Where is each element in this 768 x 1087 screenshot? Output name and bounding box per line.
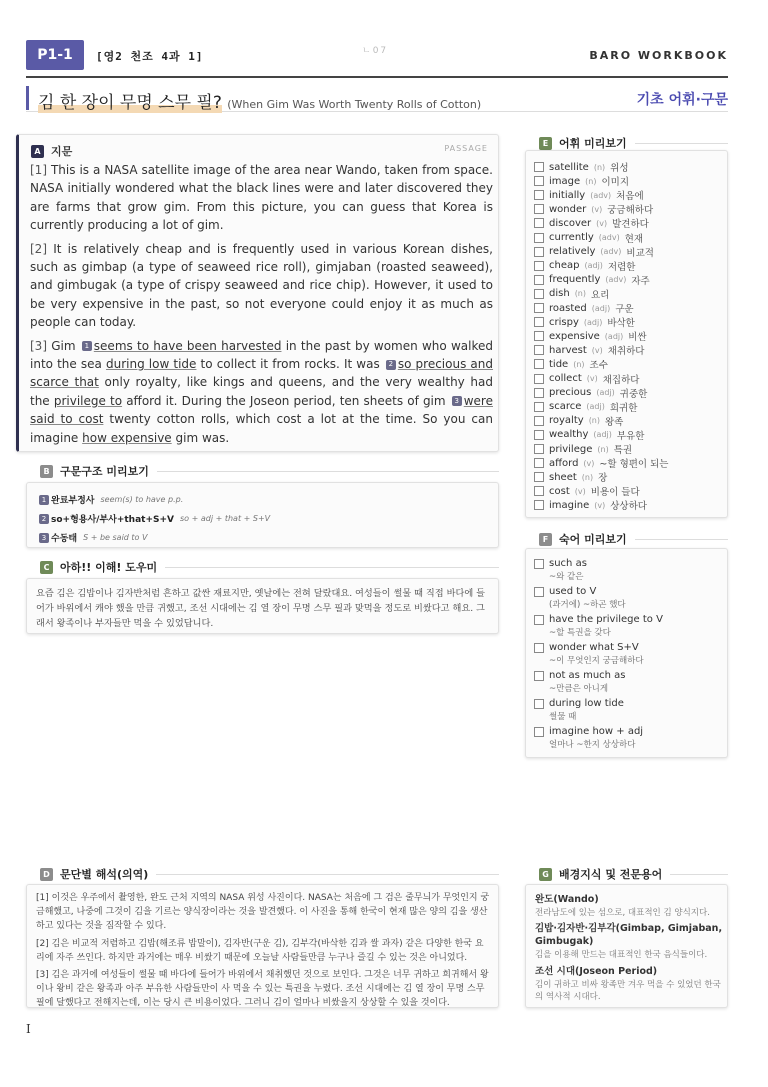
checkbox-icon[interactable] (534, 727, 544, 737)
vocab-item[interactable] (534, 301, 634, 315)
paragraph-number: [3] (30, 338, 47, 353)
translation-card (26, 884, 499, 1008)
idiom-line (534, 642, 644, 653)
paragraph-3 (30, 337, 493, 447)
idiom-heading (539, 531, 728, 547)
checkbox-icon[interactable] (534, 615, 544, 625)
vocab-word: satellite (549, 161, 589, 173)
translation-paragraph (36, 968, 492, 1011)
vocab-item[interactable] (534, 188, 644, 202)
checkbox-icon[interactable] (534, 218, 544, 228)
checkbox-icon[interactable] (534, 486, 544, 496)
vocab-meaning: 채취하다 (607, 346, 645, 358)
paragraph-text: This is a NASA satellite image of the area near Wando, taken from space. NASA initially wondered what the black lines were and later discovered they are farms that grow gim. From this picture, you can guess that Korea is currently producing a lot of gim. (30, 163, 493, 233)
structure-pattern: S + be said to V (83, 533, 148, 542)
background-heading-text: 배경지식 및 전문용어 (559, 868, 663, 881)
vocab-item[interactable] (534, 372, 639, 386)
heading-rule (165, 567, 499, 568)
background-term: 완도(Wando) (535, 894, 599, 905)
vocab-word: cheap (549, 260, 580, 272)
paragraph-1 (30, 161, 493, 235)
vocab-pos: (n) (581, 472, 594, 482)
vocab-meaning: 조수 (589, 360, 608, 372)
background-card (525, 884, 728, 1008)
idiom-meaning: 썰물 때 (549, 712, 577, 722)
vocab-word: image (549, 175, 581, 187)
vocab-pos: (v) (596, 218, 608, 228)
checkbox-icon[interactable] (534, 559, 544, 569)
background-desc: 김이 귀하고 비싸 왕족만 겨우 먹을 수 있었던 한국의 역사적 시대다. (535, 980, 721, 1002)
vocab-meaning: 비싼 (628, 332, 647, 344)
checkbox-icon[interactable] (534, 374, 544, 384)
section-letter-f: F (539, 533, 552, 546)
help-text: 요즘 김은 김밥이나 김자반처럼 흔하고 값싼 재료지만, 옛날에는 전혀 달랐대요. 여성들이 썰물 때 직접 바다에 들어가 바위에서 캐야 했을 만큼 귀했고, 조선 시대에는 김 열 장이 무명 스무 필과 맞먹을 정도로 비쌌다고 해요. 그래서 왕족이나 부자들만 먹을 수 있었답니다. (36, 588, 486, 629)
structure-number: 2 (39, 514, 49, 524)
vocab-word: privilege (549, 443, 593, 455)
section-letter-g: G (539, 868, 552, 881)
translation-heading (40, 866, 499, 882)
vocab-pos: (v) (591, 345, 603, 355)
paragraph-text: twenty cotton rolls, which cost a lot at the time. So you can imagine (30, 412, 493, 445)
vocab-word: harvest (549, 344, 587, 356)
vocab-item[interactable] (534, 484, 640, 498)
underlined-phrase: seems to have been harvested (93, 338, 282, 353)
heading-rule (156, 874, 499, 875)
checkbox-icon[interactable] (534, 359, 544, 369)
vocab-meaning: 비용이 들다 (590, 487, 640, 499)
paragraph-text: gim was. (175, 430, 230, 445)
structure-item (37, 531, 147, 544)
passage-heading (31, 143, 72, 159)
section-tag: 기초 어휘·구문 (636, 92, 728, 108)
section-letter-e: E (539, 137, 552, 150)
structure-item (37, 493, 183, 506)
vocab-meaning: 위성 (610, 163, 629, 174)
structure-marker-3: 3 (452, 396, 462, 406)
vocab-word: crispy (549, 316, 579, 328)
idiom-item[interactable] (534, 726, 643, 750)
background-term: 김밥·김자반·김부각(Gimbap, Gimjaban, Gimbugak) (535, 923, 723, 947)
vocab-word: dish (549, 288, 570, 300)
paragraph-number: [2] (36, 938, 49, 949)
idiom-card (525, 548, 728, 758)
vocab-word: cost (549, 485, 570, 497)
background-desc: 전라남도에 있는 섬으로, 대표적인 김 양식지다. (535, 908, 710, 918)
vocab-item[interactable] (534, 329, 647, 343)
structure-key: 완료부정사 (51, 496, 95, 506)
vocab-card (525, 150, 728, 518)
page-header (26, 40, 728, 78)
idiom-line (534, 558, 587, 569)
translation-paragraph (36, 937, 492, 965)
vocab-meaning: 처음에 (616, 191, 644, 203)
checkbox-icon[interactable] (534, 331, 544, 341)
vocab-word: royalty (549, 415, 584, 427)
background-item (535, 893, 723, 919)
idiom-phrase: such as (549, 558, 587, 569)
vocab-word: tide (549, 358, 569, 370)
vocab-item[interactable] (534, 216, 649, 230)
vocab-meaning: 희귀한 (609, 402, 638, 414)
vocab-word: imagine (549, 499, 590, 511)
idiom-phrase: wonder what S+V (549, 642, 639, 653)
vocab-pos: (v) (586, 374, 598, 383)
checkbox-icon[interactable] (534, 472, 544, 482)
structure-heading-text: 구문구조 미리보기 (60, 465, 149, 478)
vocab-word: wonder (549, 203, 587, 215)
vocab-pos: (n) (588, 416, 600, 426)
background-desc: 김을 이용해 만드는 대표적인 한국 음식들이다. (535, 950, 708, 960)
vocab-word: currently (549, 232, 594, 243)
structure-item (37, 512, 270, 525)
section-letter-b: B (40, 465, 53, 478)
paragraph-text: only royalty, like kings and queens, and the very wealthy had the (30, 375, 493, 408)
checkbox-icon[interactable] (534, 261, 544, 271)
heading-rule (157, 471, 499, 472)
vocab-pos: (adj) (604, 331, 624, 341)
vocab-item[interactable] (534, 343, 644, 357)
vocab-item[interactable] (534, 259, 635, 273)
structure-card (26, 482, 499, 548)
structure-key: so+형용사/부사+that+S+V (51, 515, 174, 525)
paragraph-text: 이것은 우주에서 촬영한, 완도 근처 지역의 NASA 위성 사진이다. NASA는 처음에 그 검은 줄무늬가 무엇인지 궁금해했고, 나중에 그것이 김을 기르는 양식장이라는 것을 발견했다. 이 사진을 통해 한국이 현재 많은 양의 김을 생산하고 있다는 것을 짐작할 수 있다. (36, 893, 490, 932)
help-heading-text: 아하!! 이해! 도우미 (60, 561, 158, 574)
vocab-word: roasted (549, 302, 587, 314)
vocab-word: sheet (549, 471, 577, 483)
title-main: 김 한 장이 무명 스무 필? (38, 93, 222, 113)
checkbox-icon[interactable] (534, 430, 544, 440)
paragraph-text: to collect it from rocks. It was (200, 357, 380, 372)
vocab-meaning: 발견하다 (612, 219, 649, 231)
idiom-heading-text: 숙어 미리보기 (559, 533, 627, 546)
heading-rule (635, 143, 728, 144)
structure-pattern: so + adj + that + S+V (180, 514, 271, 523)
vocab-item[interactable] (534, 470, 607, 484)
background-term: 조선 시대(Joseon Period) (535, 966, 658, 977)
translation-text (36, 891, 492, 1014)
underlined-phrase: how expensive (82, 430, 172, 445)
vocab-pos: (adj) (584, 261, 603, 271)
vocab-pos: (adv) (605, 275, 627, 285)
idiom-phrase: not as much as (549, 670, 626, 681)
structure-pattern: seem(s) to have p.p. (100, 495, 184, 504)
checkbox-icon[interactable] (534, 317, 544, 327)
vocab-meaning: 요리 (591, 289, 610, 301)
checkbox-icon[interactable] (534, 500, 544, 510)
vocab-pos: (adv) (598, 233, 620, 242)
paragraph-number: [3] (36, 970, 49, 981)
vocab-pos: (n) (585, 176, 597, 186)
vocab-word: afford (549, 457, 579, 469)
page-number: I (26, 1022, 31, 1036)
background-item (535, 965, 723, 1003)
idiom-phrase: have the privilege to V (549, 614, 663, 625)
translation-heading-text: 문단별 해석(의역) (60, 868, 149, 881)
underlined-phrase: were said to cost (30, 393, 493, 427)
checkbox-icon[interactable] (534, 587, 544, 597)
vocab-pos: (v) (574, 486, 586, 496)
checkbox-icon[interactable] (534, 204, 544, 214)
vocab-item[interactable] (534, 400, 637, 414)
brand-name: BARO WORKBOOK (589, 49, 728, 62)
vocab-meaning: 왕족 (605, 416, 624, 428)
lesson-label: [영2 천조 4과 1] (96, 50, 204, 63)
vocab-item[interactable] (534, 315, 635, 329)
vocab-item[interactable] (534, 174, 629, 188)
background-heading (539, 866, 728, 882)
vocab-word: scarce (549, 401, 582, 413)
vocab-pos: (adv) (600, 247, 622, 257)
vocab-item[interactable] (534, 245, 654, 259)
vocab-word: precious (549, 387, 592, 399)
checkbox-icon[interactable] (534, 345, 544, 355)
idiom-meaning: ~만큼은 아니게 (549, 684, 609, 694)
checkbox-icon[interactable] (534, 444, 544, 454)
vocab-word: discover (549, 217, 592, 229)
vocab-item[interactable] (534, 357, 608, 371)
page-title (38, 88, 481, 113)
vocab-meaning: 특권 (613, 445, 633, 456)
checkbox-icon[interactable] (534, 233, 544, 243)
vocab-item[interactable] (534, 231, 643, 245)
passage-body (30, 161, 493, 452)
idiom-line (534, 614, 663, 625)
idiom-item[interactable] (534, 614, 663, 638)
vocab-item[interactable] (534, 160, 629, 174)
idiom-meaning: ~할 특권을 갖다 (549, 628, 611, 638)
structure-marker-1: 1 (82, 341, 92, 351)
vocab-pos: (n) (593, 162, 606, 172)
idiom-phrase: imagine how + adj (549, 726, 644, 737)
paragraph-text: in the past by women who walked into the sea (30, 338, 493, 372)
idiom-phrase: during low tide (549, 698, 624, 709)
checkbox-icon[interactable] (534, 190, 544, 200)
page-mark: ㄴ07 (362, 46, 389, 56)
vocab-pos: (n) (597, 444, 609, 454)
idiom-meaning: 얼마나 ~한지 상상하다 (549, 740, 636, 750)
vocab-heading (539, 135, 728, 151)
vocab-word: relatively (549, 246, 596, 258)
idiom-line (534, 670, 626, 681)
checkbox-icon[interactable] (534, 275, 544, 285)
heading-rule (670, 874, 728, 875)
section-letter-a: A (31, 145, 44, 158)
vocab-pos: (adj) (586, 402, 605, 412)
vocab-meaning: 부유한 (616, 430, 645, 442)
paragraph-text: 김은 비교적 저렴하고 김밥(해조류 밥말이), 김자반(구운 김), 김부각(바삭한 김과 쌀 과자) 같은 다양한 한국 요리에 자주 쓰인다. 하지만 과거에는 매우 비쌌기 때문에 오늘날 사람들만큼 누구나 즐길 수 있는 것은 아니었다. (36, 938, 484, 963)
title-accent-bar (26, 86, 29, 110)
idiom-meaning: ~와 같은 (549, 572, 584, 582)
vocab-item[interactable] (534, 428, 644, 442)
vocab-heading-text: 어휘 미리보기 (559, 137, 627, 150)
vocab-meaning: 상상하다 (610, 501, 647, 513)
structure-number: 3 (39, 533, 49, 543)
passage-label: PASSAGE (444, 144, 488, 153)
paragraph-text: It is relatively cheap and is frequently used in various Korean dishes, such as gimbap (a type of seaweed rice roll), gimjaban (roasted seaweed), and gimbugak (a type of crispy seaweed and rice chip). However, it used to be very expensive in the past, so not everyone could enjoy it as much as people can today. (30, 241, 493, 330)
vocab-word: wealthy (549, 429, 589, 441)
structure-heading (40, 463, 499, 479)
checkbox-icon[interactable] (534, 247, 544, 257)
idiom-line (534, 726, 643, 737)
vocab-pos: (adj) (593, 430, 612, 440)
checkbox-icon[interactable] (534, 176, 544, 186)
vocab-meaning: ~할 형편이 되는 (599, 459, 669, 471)
vocab-meaning: 채집하다 (602, 374, 640, 386)
idiom-meaning: (과거에) ~하곤 했다 (549, 600, 626, 610)
passage-card (16, 134, 499, 452)
vocab-meaning: 저렴한 (607, 261, 636, 273)
idiom-item[interactable] (534, 586, 626, 610)
passage-heading-text: 지문 (51, 145, 73, 158)
checkbox-icon[interactable] (534, 388, 544, 398)
help-heading (40, 559, 499, 575)
paragraph-text: 김은 과거에 여성들이 썰물 때 바다에 들어가 바위에서 채취했던 것으로 보인다. 그것은 너무 귀하고 희귀해서 왕이나 왕비 같은 왕족과 아주 부유한 사람들만이 사 먹을 수 있는 특권을 누렸다. 조선 시대에는 김 열 장이 무명 스무 필에 달했다고 전해지는데, 이는 당시 큰 비용이었다. 그러니 김이 얼마나 비쌌을지 상상할 수 있을 것이다. (36, 970, 489, 1009)
vocab-meaning: 장 (598, 473, 608, 485)
structure-marker-2: 2 (386, 360, 396, 370)
vocab-meaning: 귀중한 (619, 388, 648, 400)
structure-key: 수동태 (51, 534, 78, 544)
lesson-badge: P1-1 (26, 40, 84, 70)
vocab-meaning: 구운 (615, 304, 634, 315)
idiom-item[interactable] (534, 558, 587, 582)
paragraph-text: Gim (51, 338, 76, 353)
vocab-item[interactable] (534, 386, 647, 400)
heading-rule (635, 539, 728, 540)
underlined-phrase: so precious and scarce that (30, 357, 494, 390)
vocab-meaning: 자주 (631, 275, 650, 287)
vocab-pos: (adj) (596, 388, 615, 398)
idiom-item[interactable] (534, 670, 626, 694)
vocab-pos: (v) (591, 204, 603, 214)
vocab-meaning: 바삭한 (607, 318, 635, 330)
paragraph-text: afford it. During the Joseon period, ten sheets of gim (126, 393, 446, 408)
help-card (26, 578, 499, 634)
checkbox-icon[interactable] (534, 458, 544, 468)
background-item (535, 922, 723, 961)
vocab-word: expensive (549, 330, 600, 342)
underlined-phrase: during low tide (105, 357, 197, 372)
paragraph-number: [1] (36, 893, 49, 903)
checkbox-icon[interactable] (534, 643, 544, 653)
idiom-meaning: ~이 무엇인지 궁금해하다 (549, 656, 644, 666)
vocab-item[interactable] (534, 202, 653, 216)
paragraph-2 (30, 240, 493, 332)
vocab-meaning: 궁금해하다 (607, 205, 654, 217)
vocab-word: initially (549, 189, 586, 201)
title-bar (26, 86, 728, 112)
checkbox-icon[interactable] (534, 699, 544, 709)
paragraph-number: [1] (30, 163, 47, 177)
idiom-item[interactable] (534, 642, 644, 666)
checkbox-icon[interactable] (534, 671, 544, 681)
checkbox-icon[interactable] (534, 402, 544, 412)
vocab-pos: (adj) (583, 317, 603, 327)
paragraph-number: [2] (30, 241, 47, 256)
vocab-meaning: 현재 (624, 233, 644, 245)
idiom-phrase: used to V (549, 586, 597, 597)
vocab-item[interactable] (534, 442, 632, 456)
checkbox-icon[interactable] (534, 289, 544, 299)
underlined-phrase: privilege to (53, 393, 123, 408)
idiom-item[interactable] (534, 698, 624, 722)
idiom-line (534, 586, 626, 597)
checkbox-icon[interactable] (534, 162, 544, 172)
vocab-pos: (adj) (591, 303, 611, 313)
vocab-item[interactable] (534, 273, 650, 287)
vocab-meaning: 이미지 (601, 177, 629, 189)
idiom-line (534, 698, 624, 709)
structure-number: 1 (39, 495, 49, 505)
title-subtitle: (When Gim Was Worth Twenty Rolls of Cotton) (227, 98, 482, 111)
vocab-pos: (adv) (590, 190, 612, 200)
vocab-pos: (n) (574, 289, 586, 299)
vocab-item[interactable] (534, 456, 668, 470)
checkbox-icon[interactable] (534, 416, 544, 426)
vocab-item[interactable] (534, 498, 647, 512)
checkbox-icon[interactable] (534, 303, 544, 313)
vocab-meaning: 비교적 (626, 247, 654, 259)
vocab-pos: (v) (583, 458, 595, 468)
vocab-pos: (v) (594, 500, 606, 510)
section-letter-c: C (40, 561, 53, 574)
section-letter-d: D (40, 868, 53, 881)
vocab-word: collect (549, 373, 582, 384)
vocab-word: frequently (549, 274, 601, 286)
vocab-pos: (n) (573, 359, 585, 369)
translation-paragraph (36, 891, 492, 934)
vocab-item[interactable] (534, 414, 623, 428)
vocab-item[interactable] (534, 287, 609, 301)
